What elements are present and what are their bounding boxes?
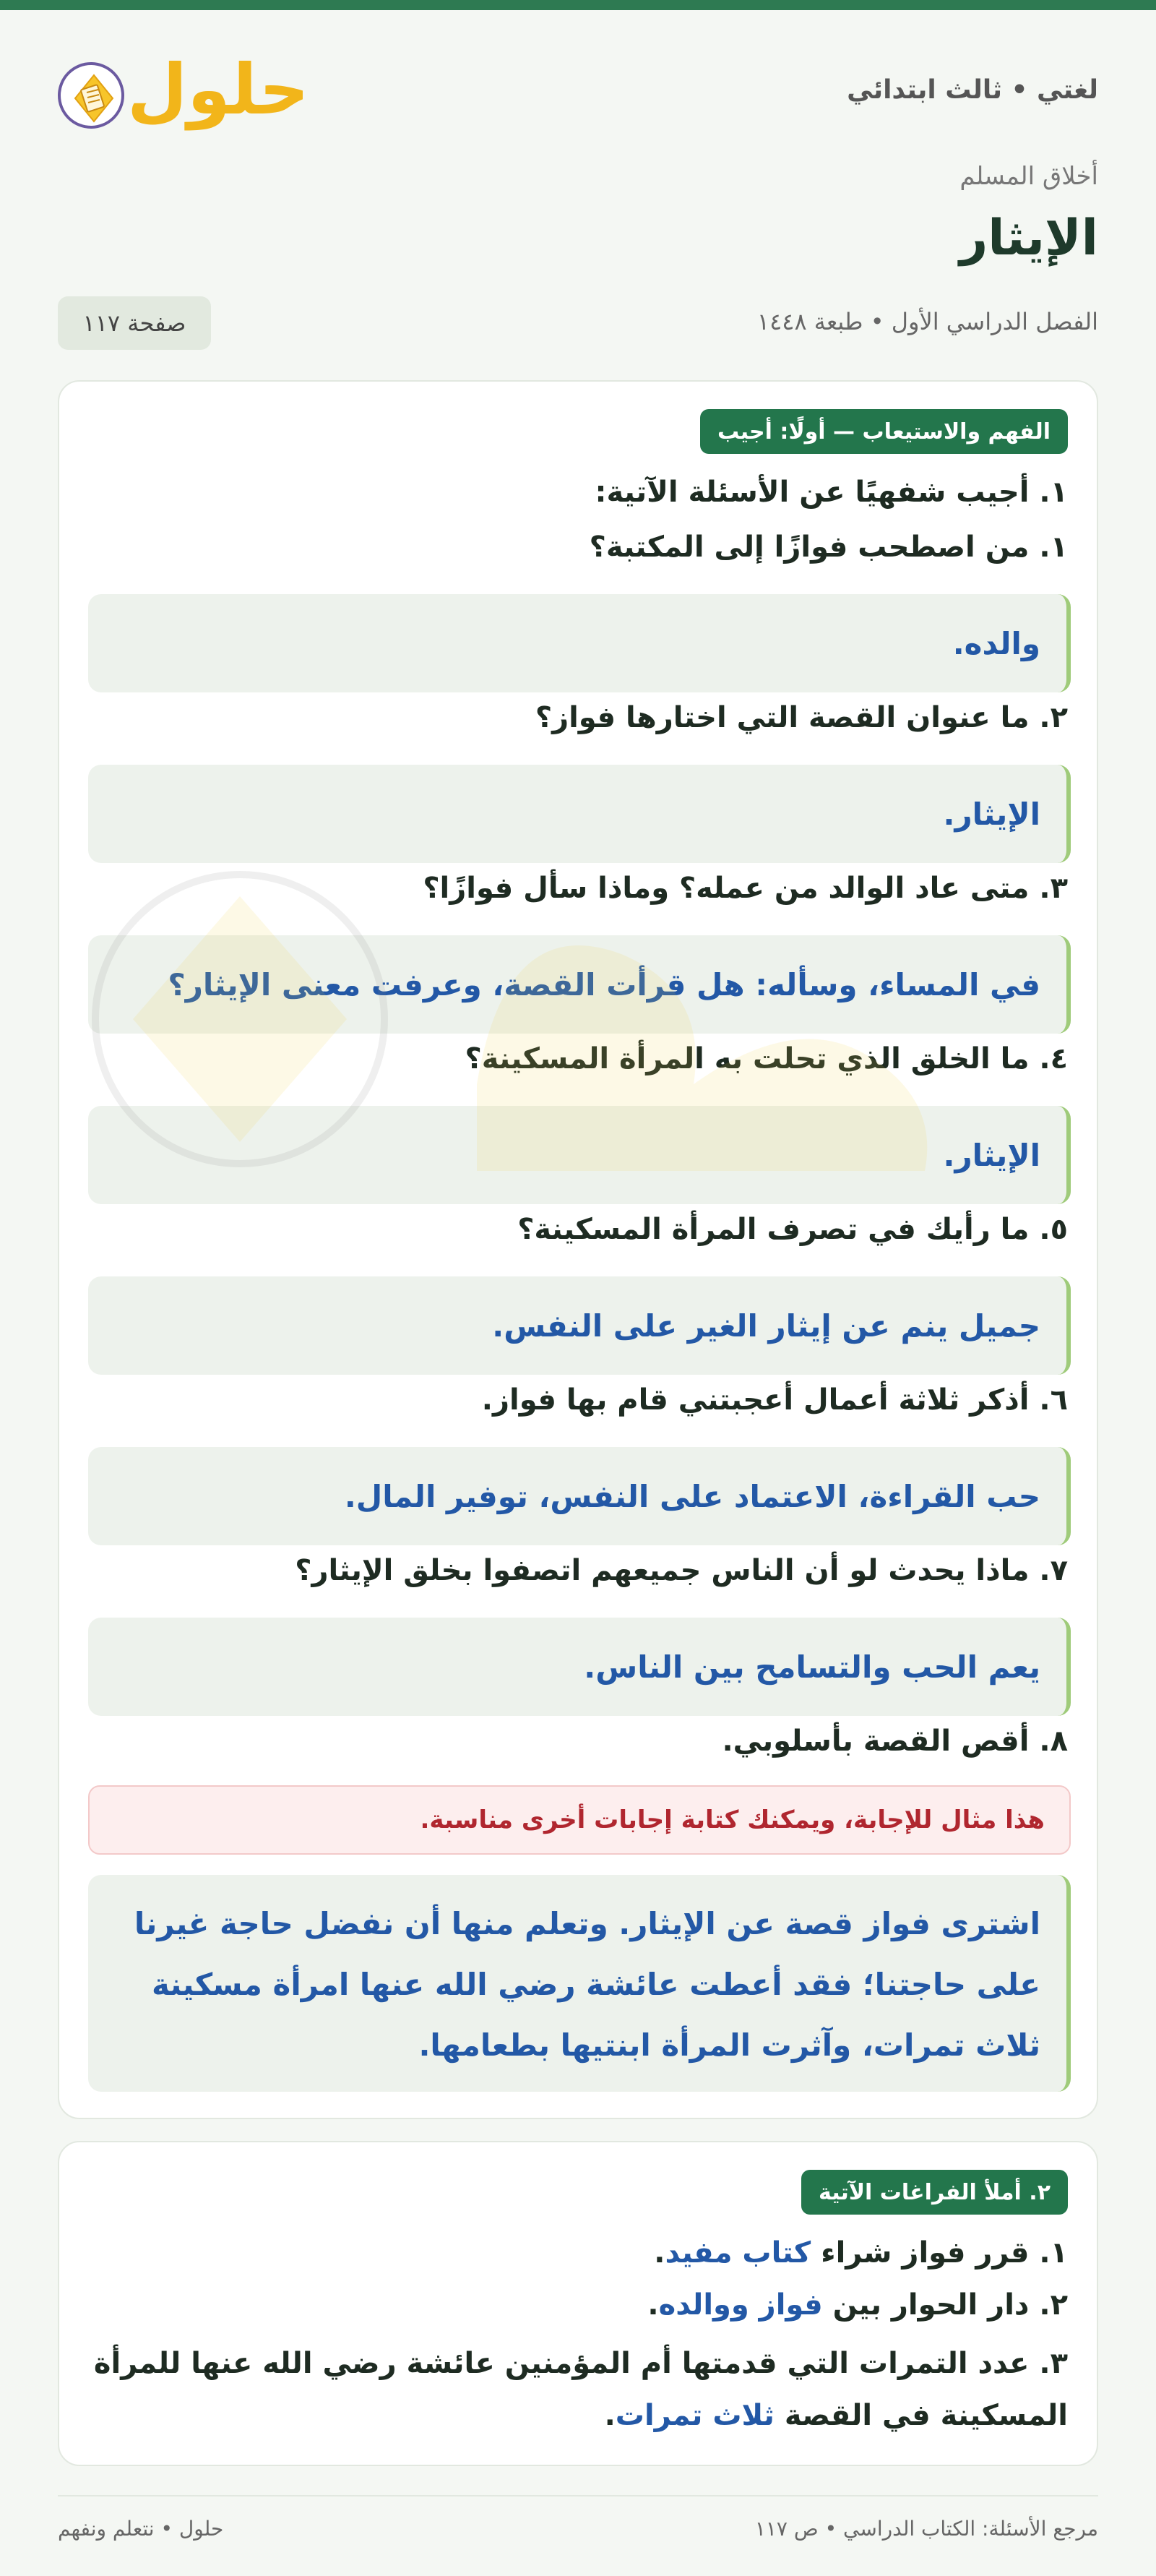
fill-answer-1: كتاب مفيد — [665, 2236, 811, 2270]
fill-item-3: ٣. عدد التمرات التي قدمتها أم المؤمنين عائشة رضي الله عنها للمرأة المسكينة في القصة ثلاث تمرات. — [93, 2347, 1068, 2432]
footer-divider — [58, 2495, 1098, 2496]
fill-answer-3: ثلاث تمرات — [615, 2399, 775, 2432]
category-label: أخلاق المسلم — [959, 162, 1098, 191]
answer-7: يعم الحب والتسامح بين الناس. — [88, 1618, 1071, 1716]
question-5: ٥. ما رأيك في تصرف المرأة المسكينة؟ — [517, 1213, 1068, 1246]
question-7: ٧. ماذا يحدث لو أن الناس جميعهم اتصفوا بخلق الإيثار؟ — [295, 1554, 1068, 1587]
page-number-badge: صفحة ١١٧ — [58, 296, 211, 350]
question-1: ١. من اصطحب فوازًا إلى المكتبة؟ — [589, 531, 1068, 564]
fill-item-1: ١. قرر فواز شراء كتاب مفيد. — [654, 2236, 1068, 2270]
page-header — [58, 46, 1098, 147]
comprehension-card — [58, 380, 1098, 2119]
fill-item-2: ٢. دار الحوار بين فواز ووالده. — [647, 2288, 1068, 2322]
answer-1: والده. — [88, 594, 1071, 692]
question-6: ٦. أذكر ثلاثة أعمال أعجبتني قام بها فواز. — [481, 1383, 1068, 1417]
brand-logo[interactable] — [58, 46, 309, 147]
fill-blanks-card — [58, 2141, 1098, 2466]
fill-answer-2: فواز ووالده — [658, 2288, 823, 2322]
question-8: ٨. أقص القصة بأسلوبي. — [722, 1725, 1068, 1758]
edition-meta: الفصل الدراسي الأول • طبعة ١٤٤٨ — [756, 308, 1098, 335]
book-icon — [58, 62, 124, 129]
example-note: هذا مثال للإجابة، ويمكنك كتابة إجابات أخرى مناسبة. — [88, 1785, 1071, 1855]
section-badge: الفهم والاستيعاب — أولًا: أجيب — [700, 409, 1068, 454]
answer-2: الإيثار. — [88, 765, 1071, 863]
story-answer: اشترى فواز قصة عن الإيثار. وتعلم منها أن نفضل حاجة غيرنا على حاجتنا؛ فقد أعطت عائشة رضي الله عنها امرأة مسكينة ثلاث تمرات، وآثرت المرأة ابنتيها بطعامها. — [88, 1875, 1071, 2092]
answer-6: حب القراءة، الاعتماد على النفس، توفير المال. — [88, 1447, 1071, 1545]
intro-question: ١. أجيب شفهيًا عن الأسئلة الآتية: — [595, 476, 1068, 509]
page-title: الإيثار — [959, 210, 1098, 267]
logo-wordmark: حلول — [127, 49, 309, 130]
footer-brand[interactable]: حلول • نتعلم ونفهم — [58, 2517, 224, 2541]
section-badge-fill: ٢. أملأ الفراغات الآتية — [801, 2170, 1068, 2215]
question-2: ٢. ما عنوان القصة التي اختارها فواز؟ — [535, 701, 1068, 734]
footer-source: مرجع الأسئلة: الكتاب الدراسي • ص ١١٧ — [754, 2517, 1098, 2541]
question-4: ٤. ما الخلق الذي تحلت به المرأة المسكينة؟ — [465, 1042, 1068, 1076]
subject-label: لغتي • ثالث ابتدائي — [847, 75, 1098, 105]
question-3: ٣. متى عاد الوالد من عمله؟ وماذا سأل فوازًا؟ — [423, 872, 1068, 905]
answer-3: في المساء، وسأله: هل قرأت القصة، وعرفت معنى الإيثار؟ — [88, 935, 1071, 1034]
top-accent-bar — [0, 0, 1156, 10]
answer-4: الإيثار. — [88, 1106, 1071, 1204]
answer-5: جميل ينم عن إيثار الغير على النفس. — [88, 1276, 1071, 1375]
